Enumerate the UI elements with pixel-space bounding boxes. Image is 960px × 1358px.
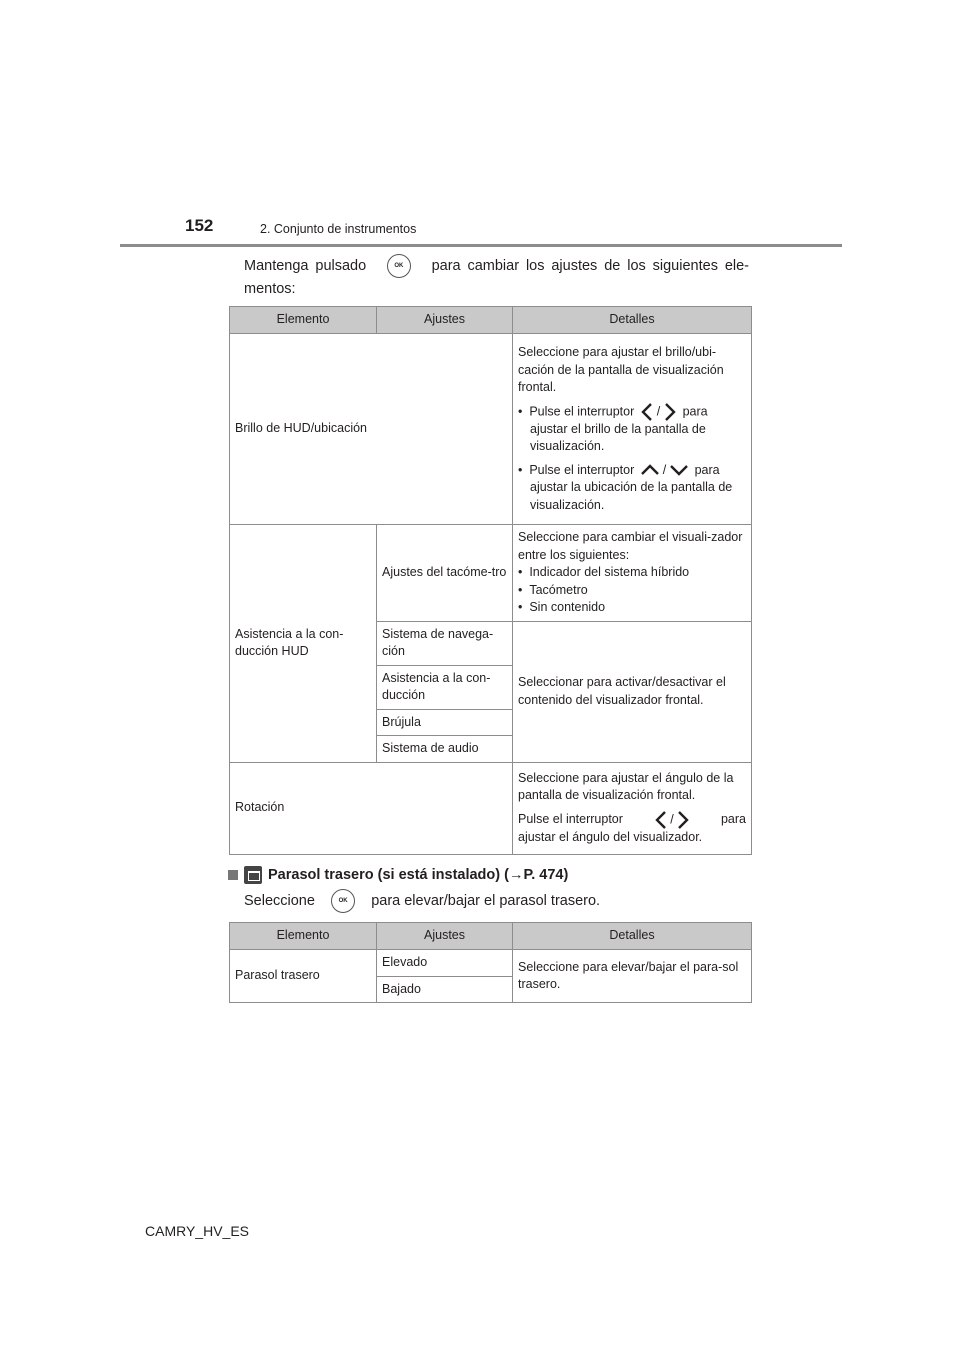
section-heading: Parasol trasero (si está instalado) (→P. 474) (228, 866, 568, 884)
ok-button-icon: OK (331, 889, 355, 913)
tach-setting: Ajustes del tacóme-tro (377, 525, 513, 622)
chevron-right-icon (664, 403, 676, 421)
page-number: 152 (185, 216, 214, 235)
nav-setting: Sistema de navega-ción (377, 621, 513, 665)
header-detalles: Detalles (513, 307, 752, 334)
chevron-right-icon (677, 811, 689, 829)
intro-after: para cambiar los ajustes de los siguientes ele-mentos: (244, 257, 750, 297)
hud-detail-intro: Seleccione para ajustar el brillo/ubi-cación de la pantalla de visualización frontal. (518, 345, 724, 394)
tach-option: • Sin contenido (518, 600, 606, 614)
table-row (230, 334, 752, 525)
sunshade-instruction: Seleccione OK para elevar/bajar el parasol trasero. (244, 889, 600, 913)
tach-detail: Seleccione para cambiar el visuali-zador entre los siguientes: • Indicador del sistema híbrido • Tacómetro • Sin contenido (513, 525, 752, 622)
hud-settings-table (229, 306, 752, 855)
chevron-left-icon (655, 811, 667, 829)
header-elemento: Elemento (230, 923, 377, 950)
assist-element: Asistencia a la con-ducción HUD (230, 525, 377, 763)
sunshade-element: Parasol trasero (230, 950, 377, 1003)
table-header-row (230, 307, 752, 334)
tach-option: • Tacómetro (518, 582, 588, 597)
hud-bullet-brightness: • Pulse el interruptor / para ajustar el brillo de la pantalla de visualización. (518, 403, 708, 453)
rotation-element: Rotación (230, 762, 513, 854)
intro-paragraph (244, 254, 749, 300)
header-elemento: Elemento (230, 307, 377, 334)
chevron-up-icon (641, 464, 659, 476)
table-row (230, 762, 752, 854)
audio-setting: Sistema de audio (377, 736, 513, 763)
tach-option: • Indicador del sistema híbrido (518, 565, 690, 579)
sunshade-table (229, 922, 752, 1003)
rotation-detail: Seleccione para ajustar el ángulo de la pantalla de visualización frontal. Pulse el interruptor / para ajustar el ángulo del visualizador. (513, 762, 752, 854)
chevron-left-icon (641, 403, 653, 421)
table-row (230, 525, 752, 622)
sunshade-option-lowered: Bajado (377, 976, 513, 1003)
header-divider (120, 244, 842, 247)
rear-sunshade-icon (244, 866, 262, 884)
header-ajustes: Ajustes (377, 307, 513, 334)
header-detalles: Detalles (513, 923, 752, 950)
ok-button-icon: OK (387, 254, 411, 278)
header-ajustes: Ajustes (377, 923, 513, 950)
compass-setting: Brújula (377, 709, 513, 736)
toggle-detail: Seleccionar para activar/desactivar el contenido del visualizador frontal. (513, 621, 752, 762)
section-marker-icon (228, 870, 238, 880)
chevron-down-icon (670, 464, 688, 476)
hud-bullet-location: • Pulse el interruptor / para ajustar la ubicación de la pantalla de visualización. (518, 462, 733, 512)
drive-setting: Asistencia a la con-ducción (377, 665, 513, 709)
chapter-title: 2. Conjunto de instrumentos (260, 222, 417, 236)
table-row (230, 950, 752, 977)
document-code: CAMRY_HV_ES (145, 1223, 250, 1239)
hud-element: Brillo de HUD/ubicación (230, 334, 513, 525)
intro-before: Mantenga pulsado (244, 257, 367, 274)
table-header-row (230, 923, 752, 950)
sunshade-option-raised: Elevado (377, 950, 513, 977)
rotation-pulse-line: Pulse el interruptor / para (518, 811, 746, 829)
sunshade-detail: Seleccione para elevar/bajar el para-sol trasero. (513, 950, 752, 1003)
hud-detail (513, 334, 752, 525)
